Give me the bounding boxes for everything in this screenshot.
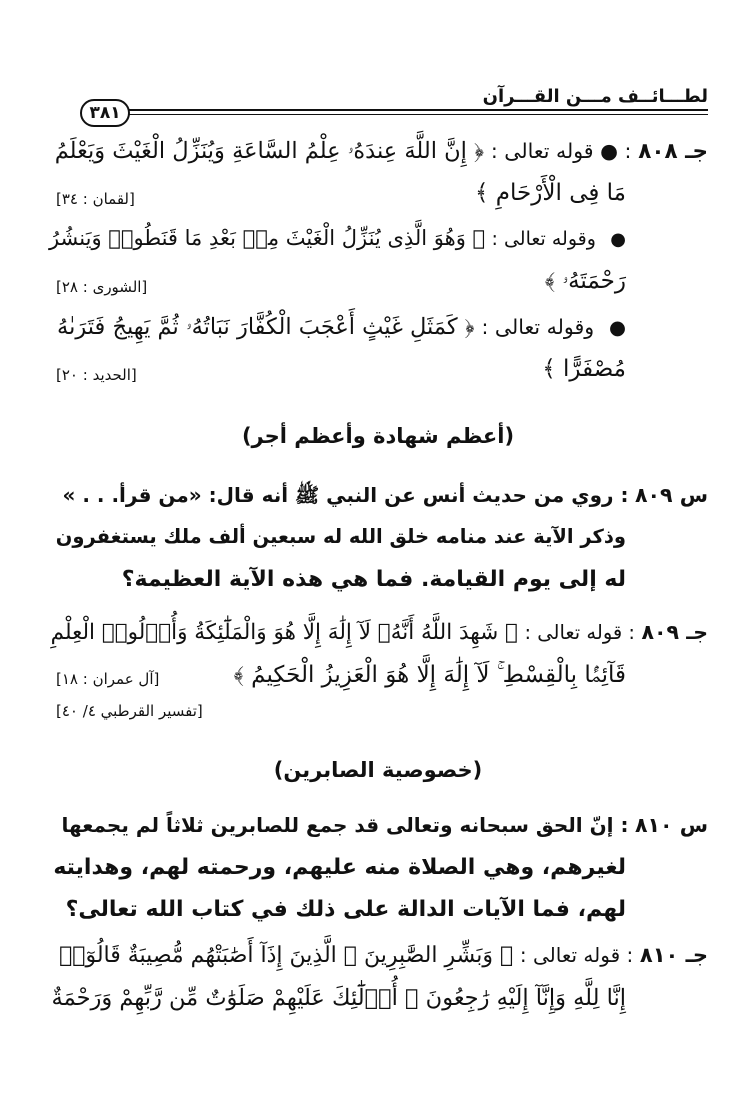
verse-reference: [آل عمران : ١٨]: [56, 670, 160, 688]
item-lead: وقوله تعالى :: [491, 228, 596, 250]
quran-verse: ﴿ كَمَثَلِ غَيْثٍ أَعْجَبَ الْكُفَّارَ نَبَاتُهُۥ ثُمَّ يَهِيجُ فَتَرَىٰهُ: [57, 314, 475, 340]
question-809-line2: وذكر الآية عند منامه خلق الله له سبعين ألف ملك يستغفرون: [55, 525, 626, 548]
book-title: لطـــائــف مـــن القـــرآن: [482, 86, 708, 107]
quran-verse: ﴿ شَهِدَ اللَّهُ أَنَّهُۥ لَآ إِلَٰهَ إِلَّا هُوَ وَالْمَلَٰٓئِكَةُ وَأُو۟لُوا۟ الْعِلْمِ: [50, 620, 518, 645]
answer-810-line1: [48, 945, 708, 967]
tafsir-reference: [تفسير القرطبي ٤/ ٤٠]: [56, 702, 203, 720]
answer-lead: : قوله تعالى :: [519, 943, 634, 967]
answer-label: جـ ٨٠٨: [638, 139, 708, 164]
question-810-line1: [48, 815, 708, 836]
quran-verse: مُصْفَرًّا ﴾: [542, 356, 626, 382]
bullet-icon: ●: [608, 316, 626, 339]
answer-808-item3: [48, 316, 626, 339]
answer-808-line1: [48, 140, 708, 163]
section-title: (خصوصية الصابرين): [273, 758, 483, 782]
answer-label: جـ ٨٠٩: [641, 620, 708, 644]
answer-809: [48, 622, 708, 727]
answer-809-line1: [48, 622, 708, 644]
answer-808-item2: [48, 228, 626, 249]
verse-reference: [الحديد : ٢٠]: [56, 366, 137, 384]
quran-verse: رَحْمَتَهُۥ ﴾: [544, 268, 626, 294]
header-rule-thin: [120, 114, 708, 115]
question-809-line3: له إلى يوم القيامة. فما هي هذه الآية العظيمة؟: [121, 567, 626, 592]
quran-verse: إِنَّا لِلَّهِ وَإِنَّآ إِلَيْهِ رَٰجِعُونَ ۞ أُو۟لَٰٓئِكَ عَلَيْهِمْ صَلَوَٰتٌ مِّن رَّبِّهِمْ وَرَحْمَةٌ: [51, 985, 626, 1011]
answer-lead: : قوله تعالى :: [524, 621, 635, 644]
quran-verse: قَآئِمًۢا بِالْقِسْطِ ۚ لَآ إِلَٰهَ إِلَّا هُوَ الْعَزِيزُ الْحَكِيمُ ﴾: [233, 662, 626, 688]
verse-reference: [لقمان : ٣٤]: [56, 190, 135, 208]
question-text: : إنّ الحق سبحانه وتعالى قد جمع للصابرين ثلاثاً لم يجمعها: [61, 813, 629, 837]
quran-verse: ﴿ وَبَشِّرِ الصَّٰبِرِينَ ۞ الَّذِينَ إِذَآ أَصَٰبَتْهُم مُّصِيبَةٌ قَالُوٓا۟: [59, 943, 514, 968]
quran-verse: مَا فِى الْأَرْحَامِ ﴾: [475, 180, 626, 206]
answer-808: [48, 140, 708, 385]
question-809-line1: [48, 485, 708, 506]
verse-reference: [الشورى : ٢٨]: [56, 278, 148, 296]
page-number: ٣٨١: [80, 99, 130, 127]
quran-verse: ﴿ إِنَّ اللَّهَ عِندَهُۥ عِلْمُ السَّاعَةِ وَيُنَزِّلُ الْغَيْثَ وَيَعْلَمُ: [54, 138, 485, 164]
question-text: : روي من حديث أنس عن النبي ﷺ أنه قال: «من قرأ. . . »: [62, 483, 629, 507]
question-809: [48, 485, 708, 605]
question-810: [48, 815, 708, 940]
quran-verse: ﴿ وَهُوَ الَّذِى يُنَزِّلُ الْغَيْثَ مِنۢ بَعْدِ مَا قَنَطُوا۟ وَيَنشُرُ: [48, 226, 486, 250]
item-lead: وقوله تعالى :: [481, 315, 595, 339]
bullet-icon: ●: [610, 229, 626, 250]
section-title: (أعظم شهادة وأعظم أجر): [241, 424, 515, 448]
answer-810: [48, 945, 708, 1025]
answer-810-line2: [48, 987, 626, 1010]
answer-label: جـ ٨١٠: [639, 943, 708, 967]
header-rule: [120, 109, 708, 111]
question-810-line2: لغيرهم، وهي الصلاة منه عليهم، ورحمته لهم، وهدايته: [53, 855, 626, 880]
question-label: س ٨٠٩: [635, 483, 708, 507]
question-810-line3: لهم، فما الآيات الدالة على ذلك في كتاب الله تعالى؟: [65, 897, 626, 922]
answer-lead: : ● قوله تعالى :: [490, 139, 632, 163]
question-label: س ٨١٠: [635, 813, 708, 837]
